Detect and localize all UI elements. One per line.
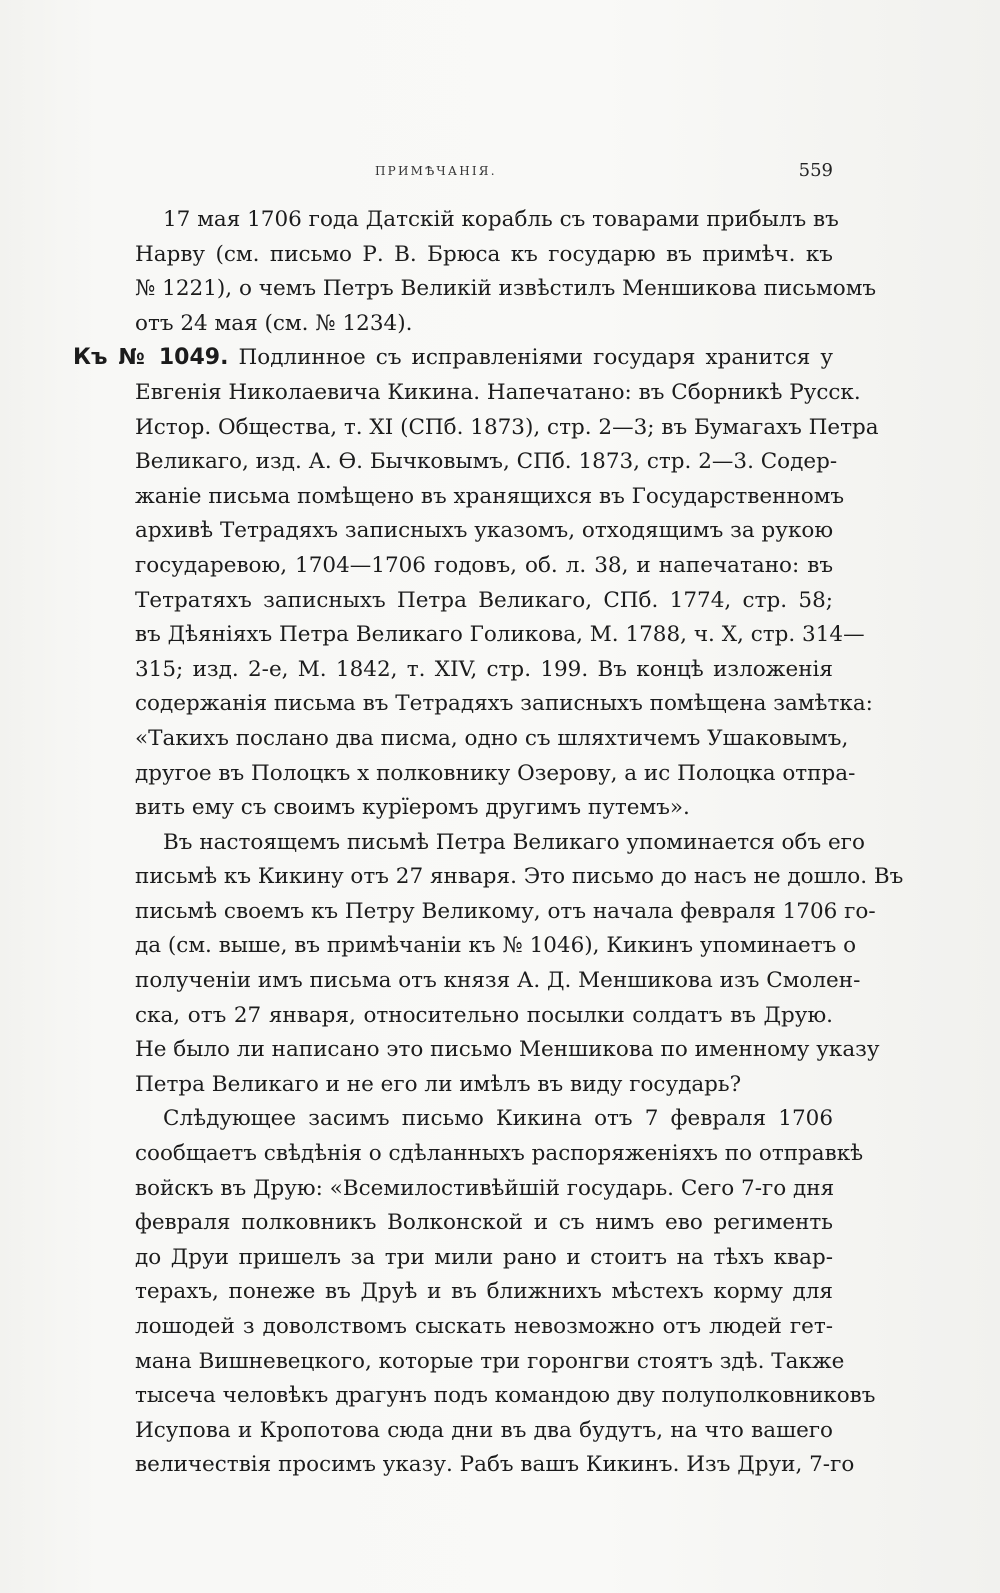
text-line: февраля полковникъ Волконской и съ нимъ ево регименть: [135, 1210, 833, 1236]
text-line: ска, отъ 27 января, относительно посылки солдатъ въ Друю.: [135, 1002, 833, 1028]
text-line: 17 мая 1706 года Датскій корабль съ товарами прибылъ въ: [163, 207, 839, 232]
text-line: Тетратяхъ записныхъ Петра Великаго, СПб. 1774, стр. 58;: [135, 587, 833, 613]
text-line: терахъ, понеже въ Друѣ и въ ближнихъ мѣстехъ корму для: [135, 1279, 833, 1305]
text-line: да (см. выше, въ примѣчаніи къ № 1046), Кикинъ упоминаетъ о: [135, 933, 857, 959]
note-heading-text: Подлинное съ исправленіями государя хранится у: [238, 345, 833, 371]
text-line: войскъ въ Друю: «Всемилостивѣйшій государь. Сего 7-го дня: [135, 1175, 835, 1201]
text-line: 315; изд. 2-е, М. 1842, т. XIV, стр. 199. Въ концѣ изложенія: [135, 656, 833, 682]
text-line: Нарву (см. письмо Р. В. Брюса къ государю въ примѣч. къ: [135, 241, 833, 267]
text-line: тысеча человѣкъ драгунъ подъ командою дву полуполковниковъ: [135, 1383, 876, 1409]
body-text: [73, 203, 904, 1483]
page-number: 559: [798, 160, 833, 181]
text-line: государевою, 1704—1706 годовъ, об. л. 38, и напечатано: въ: [135, 552, 833, 578]
text-line: Слѣдующее засимъ письмо Кикина отъ 7 февраля 1706: [163, 1106, 833, 1132]
text-line: Петра Великаго и не его ли имѣлъ въ виду государь?: [135, 1071, 742, 1097]
text-line: величествія просимъ указу. Рабъ вашъ Кикинъ. Изъ Друи, 7-го: [135, 1452, 855, 1478]
note-reference: Къ № 1049.: [73, 345, 229, 371]
text-line: Въ настоящемъ письмѣ Петра Великаго упоминается объ его: [163, 829, 865, 855]
text-line: въ Дѣяніяхъ Петра Великаго Голикова, М. 1788, ч. X, стр. 314—: [135, 622, 865, 648]
text-line: жаніе письма помѣщено въ хранящихся въ Государственномъ: [135, 483, 845, 509]
note-heading-line: [73, 341, 833, 376]
text-line: вить ему съ своимъ курїеромъ другимъ путемъ».: [135, 795, 690, 821]
text-line: Истор. Общества, т. XI (СПб. 1873), стр. 2—3; въ Бумагахъ Петра: [135, 414, 879, 440]
text-line: Великаго, изд. А. Ѳ. Бычковымъ, СПб. 1873, стр. 2—3. Содер-: [135, 449, 838, 475]
page-header: [135, 160, 833, 188]
text-line: Не было ли написано это письмо Меншикова по именному указу: [135, 1037, 880, 1063]
text-line: № 1221), о чемъ Петръ Великій извѣстилъ Меншикова письмомъ: [135, 276, 877, 302]
text-line: полученіи имъ письма отъ князя А. Д. Меншикова изъ Смолен-: [135, 968, 861, 994]
text-line: лошодей з доволствомъ сыскать невозможно отъ людей гет-: [135, 1314, 833, 1339]
text-line: содержанія письма въ Тетрадяхъ записныхъ помѣщена замѣтка:: [135, 691, 873, 717]
text-line: сообщаетъ свѣдѣнія о сдѣланныхъ распоряженіяхъ по отправкѣ: [135, 1141, 864, 1167]
text-line: архивѣ Тетрадяхъ записныхъ указомъ, отходящимъ за рукою: [135, 518, 834, 544]
text-line: «Такихъ послано два писма, одно съ шляхтичемъ Ушаковымъ,: [135, 725, 849, 751]
text-line: отъ 24 мая (см. № 1234).: [135, 310, 413, 336]
text-line: Исупова и Кропотова сюда дни въ два будутъ, на что вашего: [135, 1417, 833, 1443]
text-line: письмѣ къ Кикину отъ 27 января. Это письмо до насъ не дошло. Въ: [135, 864, 904, 890]
text-line: Евгенія Николаевича Кикина. Напечатано: въ Сборникѣ Русск.: [135, 379, 861, 405]
text-line: мана Вишневецкого, которые три горонгви стоятъ здѣ. Также: [135, 1348, 845, 1374]
running-head: ПРИМѢЧАНІЯ.: [375, 164, 497, 178]
text-line: до Друи пришелъ за три мили рано и стоитъ на тѣхъ квар-: [135, 1244, 833, 1270]
text-line: письмѣ своемъ къ Петру Великому, отъ начала февраля 1706 го-: [135, 898, 876, 924]
text-line: другое въ Полоцкъ х полковнику Озерову, а ис Полоцка отпра-: [135, 760, 856, 786]
